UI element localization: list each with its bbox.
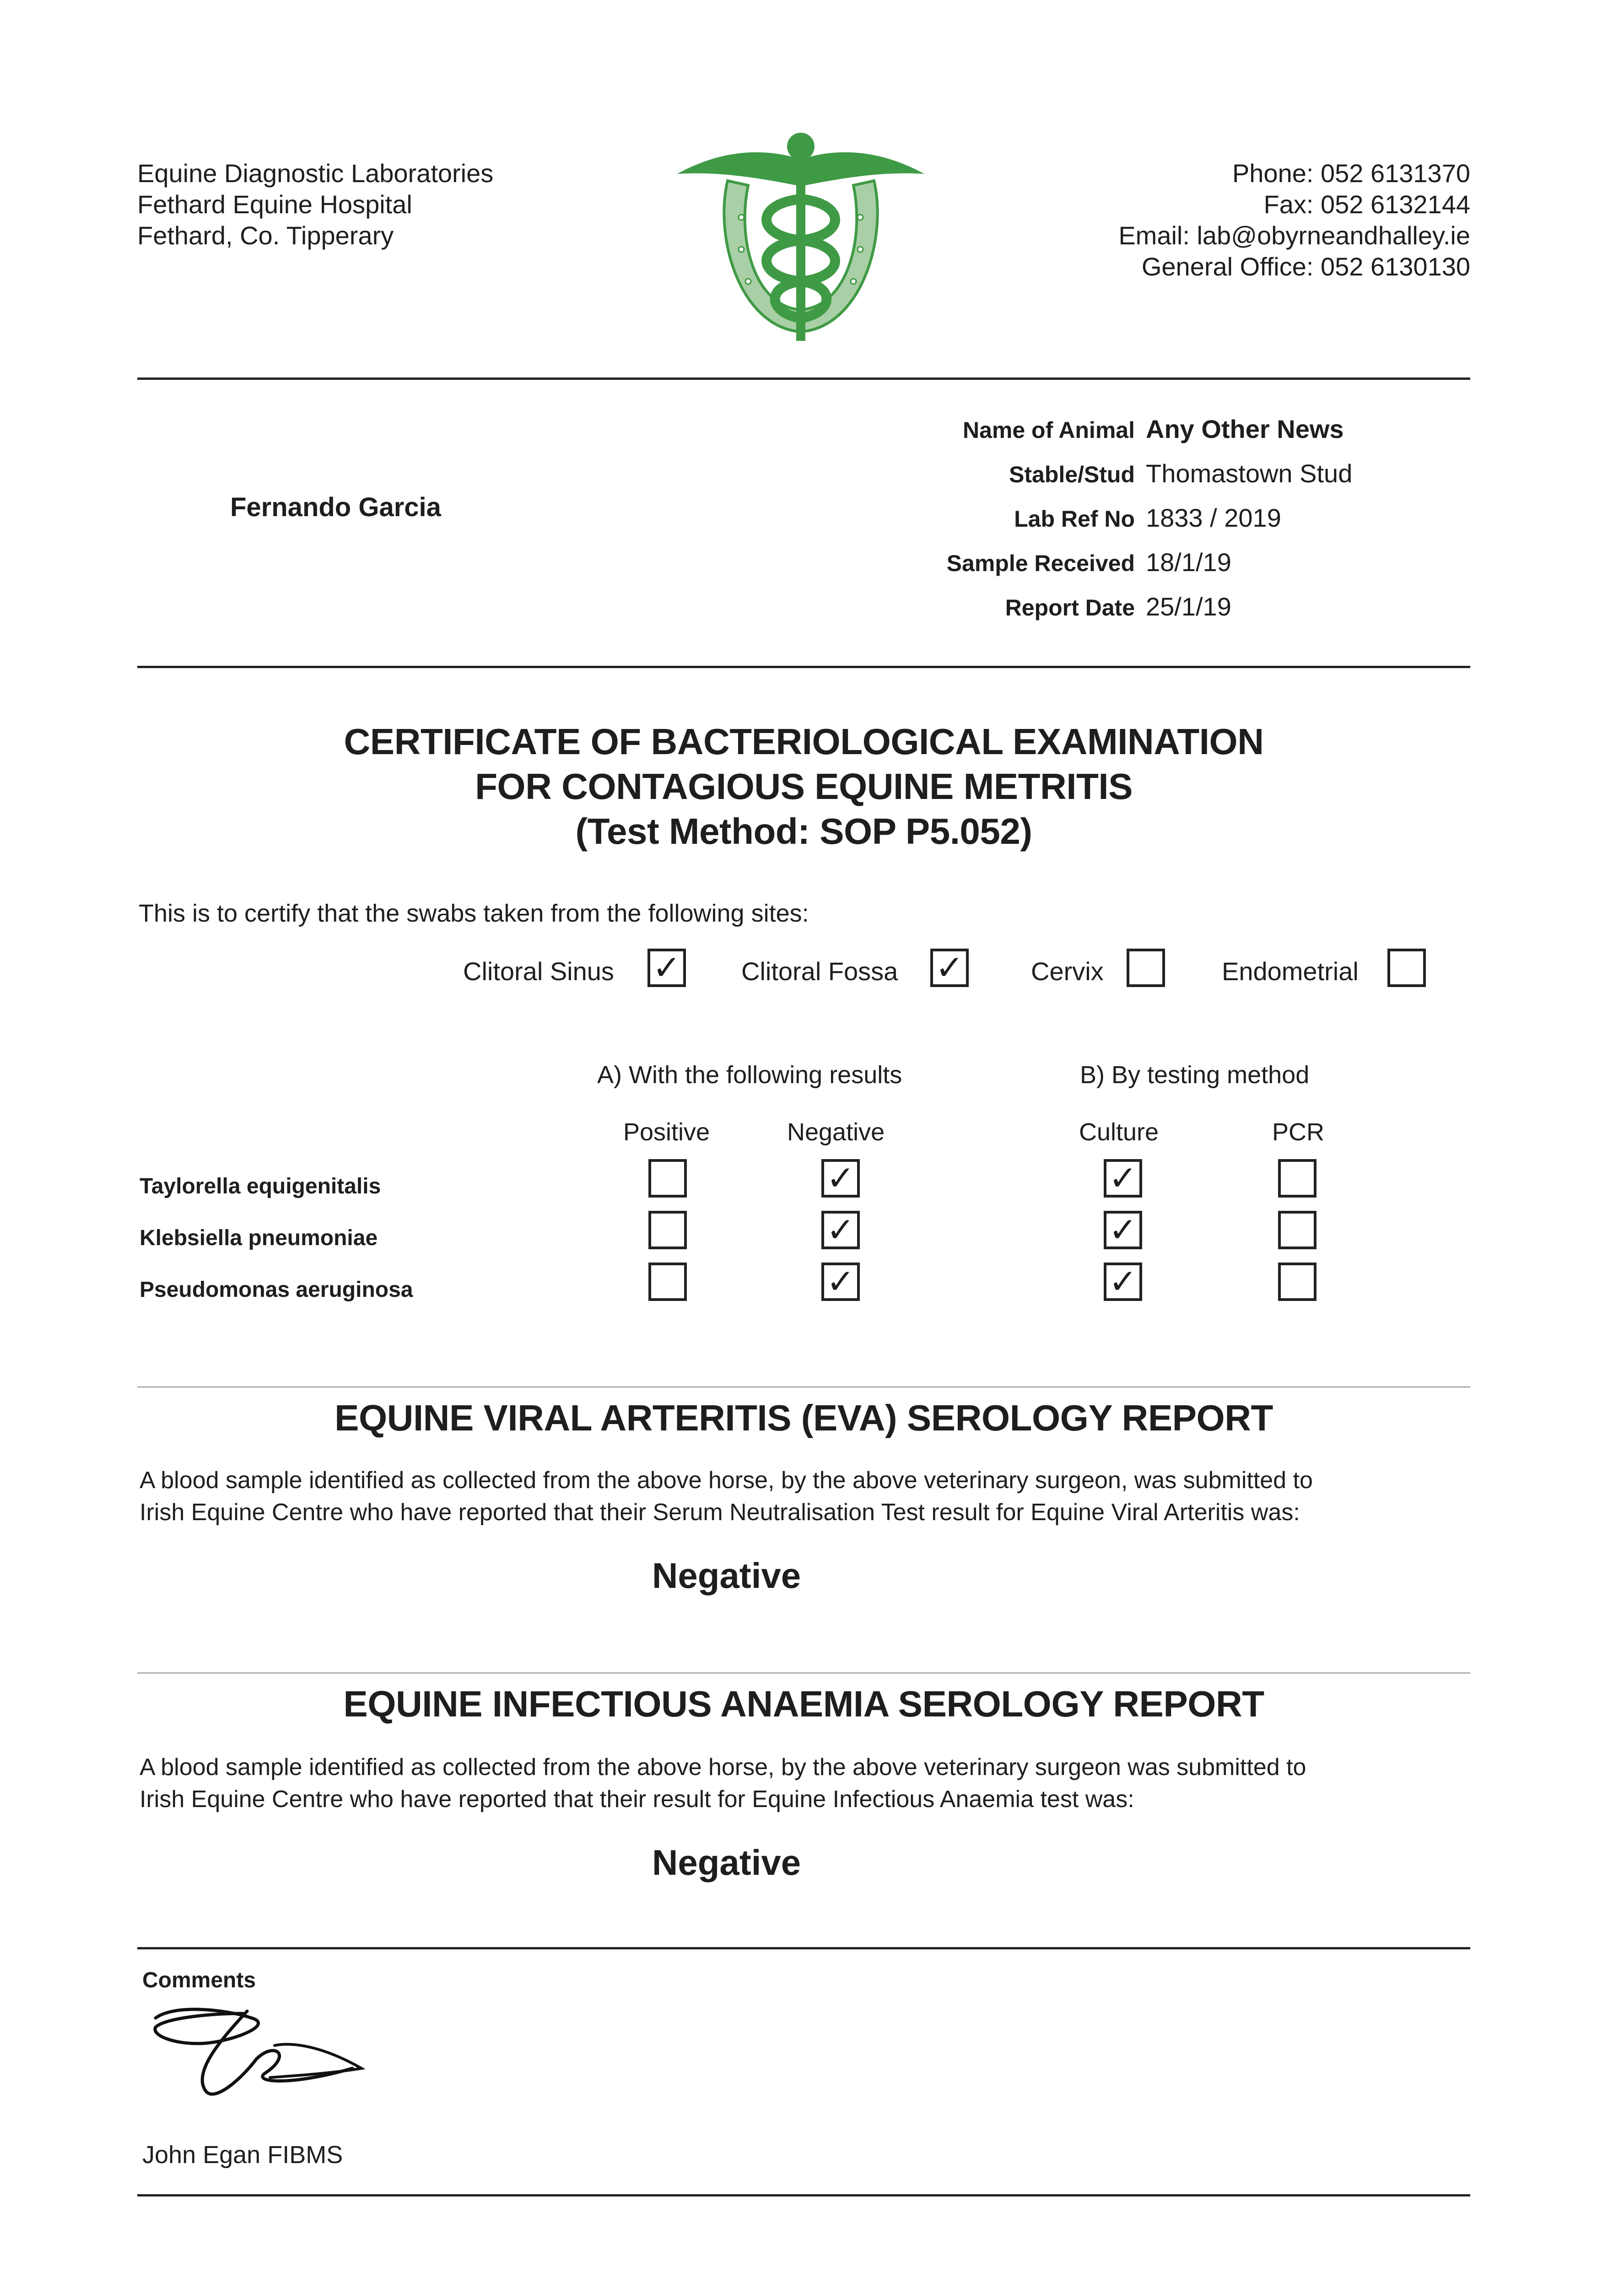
col-negative: Negative xyxy=(787,1118,885,1146)
group-b-heading: B) By testing method xyxy=(1080,1061,1310,1089)
signer-name: John Egan FIBMS xyxy=(142,2141,343,2169)
lab-address: Fethard, Co. Tipperary xyxy=(137,221,394,250)
result-positive-checkbox[interactable] xyxy=(648,1263,687,1301)
eia-line1: A blood sample identified as collected from the above horse, by the above veterinary surgeon was submitted to xyxy=(140,1754,1306,1781)
animal-name-label: Name of Animal xyxy=(962,417,1135,443)
fax: Fax: 052 6132144 xyxy=(1263,190,1470,219)
eia-result: Negative xyxy=(652,1842,801,1883)
hospital-name: Fethard Equine Hospital xyxy=(137,190,412,219)
received-value: 18/1/19 xyxy=(1146,548,1231,577)
eia-paragraph xyxy=(140,1751,1470,1815)
info-row-received xyxy=(778,547,1352,592)
labref-value: 1833 / 2019 xyxy=(1146,503,1281,532)
info-divider xyxy=(137,666,1470,668)
eva-line1: A blood sample identified as collected from the above horse, by the above veterinary surgeon, was submitted to xyxy=(140,1467,1313,1494)
eva-paragraph xyxy=(140,1464,1470,1528)
eia-title: EQUINE INFECTIOUS ANAEMIA SEROLOGY REPORT xyxy=(343,1684,1264,1724)
eia-divider xyxy=(137,1947,1470,1949)
col-pcr: PCR xyxy=(1272,1118,1325,1146)
method-culture-checkbox[interactable]: ✓ xyxy=(1104,1263,1142,1301)
general-office: General Office: 052 6130130 xyxy=(1141,252,1470,281)
eia-line2: Irish Equine Centre who have reported that their result for Equine Infectious Anaemia test was: xyxy=(140,1786,1134,1813)
method-culture-checkbox[interactable]: ✓ xyxy=(1104,1211,1142,1249)
organism-label: Klebsiella pneumoniae xyxy=(140,1226,378,1250)
cem-title-line3: (Test Method: SOP P5.052) xyxy=(575,811,1032,852)
result-negative-checkbox[interactable]: ✓ xyxy=(821,1263,860,1301)
cem-title xyxy=(137,719,1470,854)
lab-contact-block xyxy=(1118,158,1470,282)
footer-divider xyxy=(137,2194,1470,2196)
labref-label: Lab Ref No xyxy=(1014,506,1135,532)
site-checkbox-endometrial[interactable] xyxy=(1387,949,1426,987)
stable-value: Thomastown Stud xyxy=(1146,459,1353,488)
recipient-name: Fernando Garcia xyxy=(230,492,441,522)
result-negative-checkbox[interactable]: ✓ xyxy=(821,1211,860,1249)
lab-name: Equine Diagnostic Laboratories xyxy=(137,159,494,188)
caduceus-horseshoe-logo xyxy=(673,130,929,345)
site-checkbox-clitoral-sinus[interactable]: ✓ xyxy=(647,949,686,987)
col-positive: Positive xyxy=(623,1118,710,1146)
result-negative-checkbox[interactable]: ✓ xyxy=(821,1159,860,1198)
stable-label: Stable/Stud xyxy=(1009,462,1135,487)
col-culture: Culture xyxy=(1079,1118,1159,1146)
animal-info-table xyxy=(778,414,1352,636)
group-a-heading: A) With the following results xyxy=(597,1061,902,1089)
info-row-report xyxy=(778,592,1352,636)
email: Email: lab@obyrneandhalley.ie xyxy=(1118,221,1470,250)
site-checkbox-clitoral-fossa[interactable]: ✓ xyxy=(930,949,969,987)
site-checkbox-cervix[interactable] xyxy=(1127,949,1165,987)
organism-label: Pseudomonas aeruginosa xyxy=(140,1278,413,1302)
header-divider xyxy=(137,378,1470,380)
eva-line2: Irish Equine Centre who have reported that their Serum Neutralisation Test result for Equine Viral Arteritis was: xyxy=(140,1499,1300,1526)
method-pcr-checkbox[interactable] xyxy=(1278,1263,1316,1301)
site-label-clitoral-sinus: Clitoral Sinus xyxy=(463,957,614,986)
site-label-endometrial: Endometrial xyxy=(1222,957,1359,986)
report-date-value: 25/1/19 xyxy=(1146,592,1231,621)
cem-title-line2: FOR CONTAGIOUS EQUINE METRITIS xyxy=(475,766,1133,807)
comments-label: Comments xyxy=(142,1968,256,1992)
phone: Phone: 052 6131370 xyxy=(1232,159,1470,188)
eva-title: EQUINE VIRAL ARTERITIS (EVA) SEROLOGY REPORT xyxy=(335,1398,1273,1438)
result-positive-checkbox[interactable] xyxy=(648,1211,687,1249)
site-label-cervix: Cervix xyxy=(1031,957,1104,986)
site-label-clitoral-fossa: Clitoral Fossa xyxy=(741,957,898,986)
info-row-stable xyxy=(778,459,1352,503)
info-row-animal xyxy=(778,414,1352,459)
info-row-labref xyxy=(778,503,1352,547)
cem-title-line1: CERTIFICATE OF BACTERIOLOGICAL EXAMINATION xyxy=(344,721,1264,762)
signature-image xyxy=(137,2000,375,2119)
cem-intro: This is to certify that the swabs taken from the following sites: xyxy=(139,900,809,927)
result-positive-checkbox[interactable] xyxy=(648,1159,687,1198)
received-label: Sample Received xyxy=(946,550,1135,576)
animal-name-value: Any Other News xyxy=(1146,415,1344,443)
organism-label: Taylorella equigenitalis xyxy=(140,1174,381,1198)
method-pcr-checkbox[interactable] xyxy=(1278,1159,1316,1198)
report-date-label: Report Date xyxy=(1005,595,1135,621)
method-culture-checkbox[interactable]: ✓ xyxy=(1104,1159,1142,1198)
method-pcr-checkbox[interactable] xyxy=(1278,1211,1316,1249)
lab-address-block xyxy=(137,158,493,251)
eva-result: Negative xyxy=(652,1555,801,1596)
